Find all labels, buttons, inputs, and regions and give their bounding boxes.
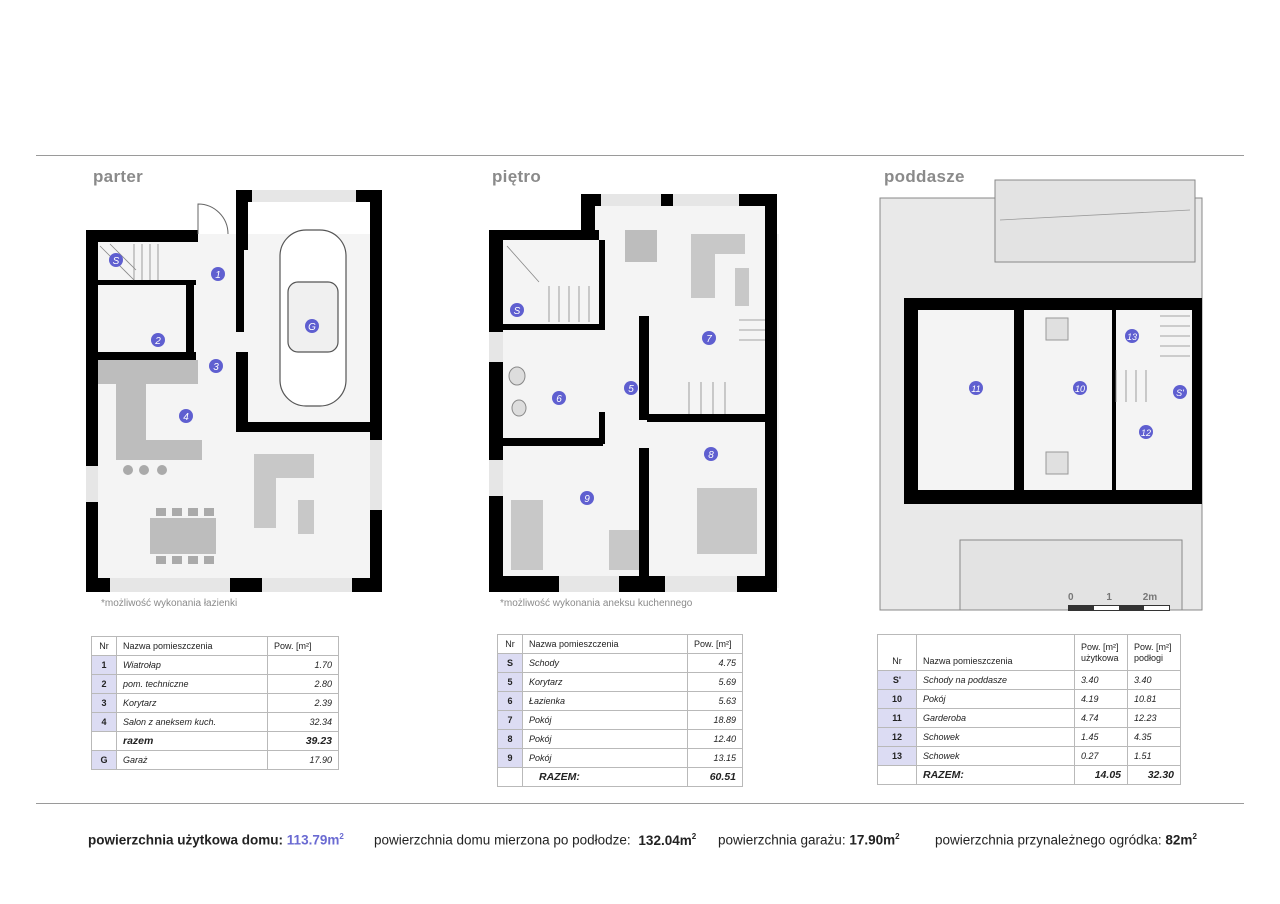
bottom-divider [36, 803, 1244, 804]
total-area: 60.51 [688, 768, 743, 787]
table-total-row [878, 766, 1181, 785]
row-area: 12.40 [688, 730, 743, 749]
floor-area-value: 132.04m [638, 832, 692, 848]
garden-area-label: powierzchnia przynależnego ogródka: [935, 832, 1162, 848]
table-row [498, 654, 743, 673]
row-name: Schody [523, 654, 688, 673]
row-name: Salon z aneksem kuch. [117, 713, 268, 732]
row-nr: 13 [878, 747, 917, 766]
table-row [92, 694, 339, 713]
row-nr: S [498, 654, 523, 673]
plan-title-pietro: piętro [492, 167, 542, 186]
total-label: RAZEM: [917, 766, 1075, 785]
row-name: Schowek [917, 728, 1075, 747]
plan-title-poddasze: poddasze [884, 167, 965, 186]
col-area-use: Pow. [m²] użytkowa [1075, 635, 1128, 671]
svg-text:2: 2 [155, 336, 161, 347]
table-poddasze [877, 634, 1181, 785]
scale-bar-line [1068, 605, 1170, 611]
row-area-use: 0.27 [1075, 747, 1128, 766]
svg-text:3: 3 [213, 362, 219, 373]
svg-text:S: S [112, 256, 120, 267]
total-nr [92, 732, 117, 751]
top-divider [36, 155, 1244, 156]
row-area: 2.80 [268, 675, 339, 694]
usable-area-value: 113.79m [286, 832, 340, 848]
row-nr: G [92, 751, 117, 770]
row-nr: 9 [498, 749, 523, 768]
row-name: Garderoba [917, 709, 1075, 728]
total-nr [498, 768, 523, 787]
row-name: Korytarz [117, 694, 268, 713]
row-area: 4.75 [688, 654, 743, 673]
scale-label-0: 0 [1068, 592, 1074, 603]
row-name: Garaż [117, 751, 268, 770]
row-nr: 12 [878, 728, 917, 747]
row-area-floor: 1.51 [1128, 747, 1181, 766]
svg-text:13: 13 [1126, 332, 1138, 342]
svg-text:6: 6 [556, 394, 562, 405]
table-row [878, 671, 1181, 690]
row-area: 5.69 [688, 673, 743, 692]
row-nr: 1 [92, 656, 117, 675]
scale-label-2: 2m [1142, 592, 1158, 603]
garage-area-label: powierzchnia garażu: [718, 832, 846, 848]
summary-garage-area [718, 832, 900, 848]
row-nr: 6 [498, 692, 523, 711]
row-area-use: 4.19 [1075, 690, 1128, 709]
table-header [878, 635, 1181, 671]
col-name: Nazwa pomieszczenia [117, 637, 268, 656]
table-total-row [92, 732, 339, 751]
floor-area-sup: 2 [691, 832, 697, 841]
col-name: Nazwa pomieszczenia [917, 635, 1075, 671]
row-area-floor: 10.81 [1128, 690, 1181, 709]
table-row [498, 749, 743, 768]
table-row [498, 711, 743, 730]
total-area-floor: 32.30 [1128, 766, 1181, 785]
row-area: 13.15 [688, 749, 743, 768]
row-area-floor: 3.40 [1128, 671, 1181, 690]
table-row [92, 675, 339, 694]
svg-text:4: 4 [183, 412, 189, 423]
table-row [498, 730, 743, 749]
row-area: 2.39 [268, 694, 339, 713]
row-name: Schody na poddasze [917, 671, 1075, 690]
floor-plan-poddasze [880, 180, 1210, 610]
usable-area-label: powierzchnia użytkowa domu: [88, 832, 284, 848]
row-nr: 3 [92, 694, 117, 713]
table-total-row [498, 768, 743, 787]
table-row [878, 709, 1181, 728]
col-area-floor: Pow. [m²] podłogi [1128, 635, 1181, 671]
svg-text:12: 12 [1140, 428, 1152, 438]
col-nr: Nr [498, 635, 523, 654]
row-name: Pokój [917, 690, 1075, 709]
svg-text:S': S' [1176, 388, 1184, 398]
floor-plan-pietro [489, 190, 789, 600]
row-name: Łazienka [523, 692, 688, 711]
plan-title-parter: parter [93, 167, 143, 186]
row-name: Pokój [523, 730, 688, 749]
col-area: Pow. [m²] [688, 635, 743, 654]
garden-area-value: 82m [1165, 832, 1193, 848]
row-name: Wiatrołap [117, 656, 268, 675]
row-name: pom. techniczne [117, 675, 268, 694]
row-area: 5.63 [688, 692, 743, 711]
table-row [878, 690, 1181, 709]
col-name: Nazwa pomieszczenia [523, 635, 688, 654]
row-nr: S' [878, 671, 917, 690]
floor-area-label: powierzchnia domu mierzona po podłodze: [374, 832, 631, 848]
table-row [498, 673, 743, 692]
garage-area-sup: 2 [895, 832, 900, 841]
col-area: Pow. [m²] [268, 637, 339, 656]
svg-text:11: 11 [971, 384, 981, 394]
table-row [92, 713, 339, 732]
row-area-use: 4.74 [1075, 709, 1128, 728]
svg-text:G: G [308, 322, 316, 333]
row-nr: 8 [498, 730, 523, 749]
total-label: RAZEM: [523, 768, 688, 787]
row-nr: 2 [92, 675, 117, 694]
summary-garden-area [935, 832, 1197, 848]
svg-text:9: 9 [584, 494, 590, 505]
table-row [878, 728, 1181, 747]
row-nr: 7 [498, 711, 523, 730]
table-header [92, 637, 339, 656]
row-name: Schowek [917, 747, 1075, 766]
row-area: 32.34 [268, 713, 339, 732]
row-nr: 11 [878, 709, 917, 728]
row-area: 1.70 [268, 656, 339, 675]
table-row [878, 747, 1181, 766]
col-nr: Nr [878, 635, 917, 671]
row-area-use: 3.40 [1075, 671, 1128, 690]
row-nr: 5 [498, 673, 523, 692]
total-area-use: 14.05 [1075, 766, 1128, 785]
row-nr: 10 [878, 690, 917, 709]
row-area-use: 1.45 [1075, 728, 1128, 747]
summary-floor-area [374, 832, 696, 848]
row-name: Pokój [523, 711, 688, 730]
table-row [498, 692, 743, 711]
table-row-garage [92, 751, 339, 770]
garage-area-value: 17.90m [849, 832, 896, 848]
usable-area-sup: 2 [339, 832, 344, 841]
row-area: 18.89 [688, 711, 743, 730]
table-row [92, 656, 339, 675]
note-pietro: *możliwość wykonania aneksu kuchennego [500, 598, 693, 609]
svg-text:S: S [513, 306, 521, 317]
svg-text:1: 1 [215, 270, 221, 281]
svg-text:8: 8 [708, 450, 714, 461]
row-area-floor: 4.35 [1128, 728, 1181, 747]
svg-text:7: 7 [706, 334, 712, 345]
floor-plan-parter [86, 190, 386, 600]
row-area: 17.90 [268, 751, 339, 770]
scale-bar [1068, 592, 1170, 611]
total-label: razem [117, 732, 268, 751]
total-area: 39.23 [268, 732, 339, 751]
row-name: Pokój [523, 749, 688, 768]
table-pietro [497, 634, 743, 787]
table-parter [91, 636, 339, 770]
row-area-floor: 12.23 [1128, 709, 1181, 728]
total-nr [878, 766, 917, 785]
summary-usable-area [88, 832, 344, 848]
svg-text:5: 5 [628, 384, 634, 395]
row-name: Korytarz [523, 673, 688, 692]
scale-label-1: 1 [1106, 592, 1112, 603]
table-header [498, 635, 743, 654]
svg-text:10: 10 [1074, 384, 1086, 394]
note-parter: *możliwość wykonania łazienki [101, 598, 238, 609]
row-nr: 4 [92, 713, 117, 732]
garden-area-sup: 2 [1192, 832, 1197, 841]
col-nr: Nr [92, 637, 117, 656]
